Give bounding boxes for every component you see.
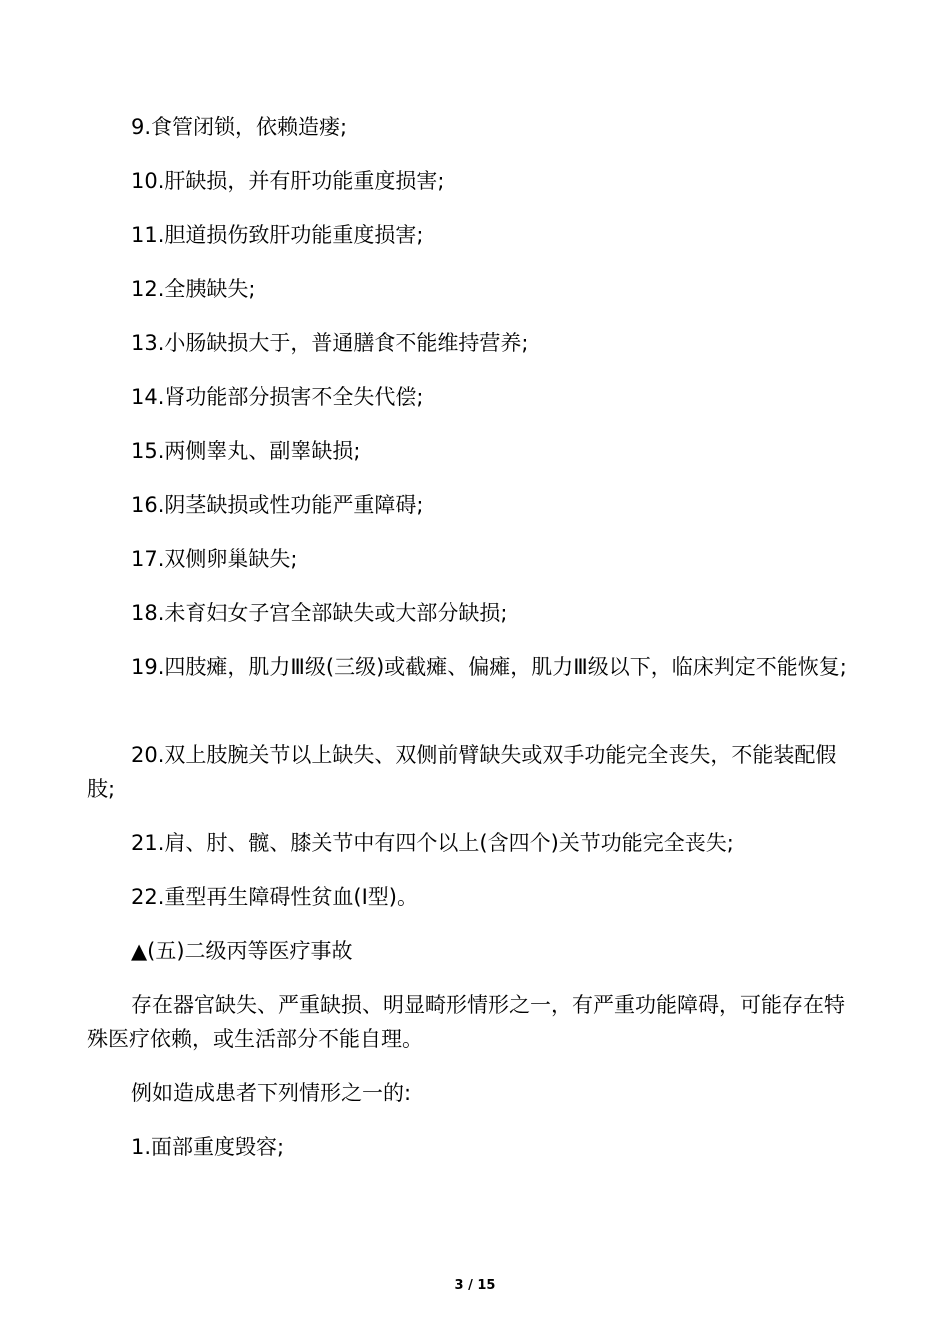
paragraph-item-10: 10.肝缺损，并有肝功能重度损害; [131, 169, 445, 193]
section-description: 存在器官缺失、严重缺损、明显畸形情形之一，有严重功能障碍，可能存在特殊医疗依赖，或生活部分不能自理。 [87, 993, 845, 1051]
page-number: 3 / 15 [454, 1278, 496, 1293]
paragraph-item-15: 15.两侧睾丸、副睾缺损; [131, 439, 361, 463]
paragraph-item-11: 11.胆道损伤致肝功能重度损害; [131, 223, 424, 247]
paragraph-item-18: 18.未育妇女子宫全部缺失或大部分缺损; [131, 601, 508, 625]
paragraph-item-13: 13.小肠缺损大于，普通膳食不能维持营养; [131, 331, 529, 355]
paragraph-item-1: 1.面部重度毁容; [131, 1135, 285, 1159]
example-intro: 例如造成患者下列情形之一的: [131, 1081, 412, 1105]
paragraph-item-16: 16.阴茎缺损或性功能严重障碍; [131, 493, 424, 517]
paragraph-item-20: 20.双上肢腕关节以上缺失、双侧前臂缺失或双手功能完全丧失，不能装配假肢; [87, 743, 837, 801]
paragraph-item-14: 14.肾功能部分损害不全失代偿; [131, 385, 424, 409]
paragraph-item-22: 22.重型再生障碍性贫血(Ⅰ型)。 [131, 885, 418, 909]
paragraph-item-9: 9.食管闭锁，依赖造瘘; [131, 115, 348, 139]
section-heading: ▲(五)二级丙等医疗事故 [131, 939, 353, 963]
paragraph-item-17: 17.双侧卵巢缺失; [131, 547, 298, 571]
paragraph-item-21: 21.肩、肘、髋、膝关节中有四个以上(含四个)关节功能完全丧失; [131, 831, 734, 855]
paragraph-item-19: 19.四肢瘫，肌力Ⅲ级(三级)或截瘫、偏瘫，肌力Ⅲ级以下，临床判定不能恢复; [131, 655, 847, 679]
paragraph-item-12: 12.全胰缺失; [131, 277, 256, 301]
